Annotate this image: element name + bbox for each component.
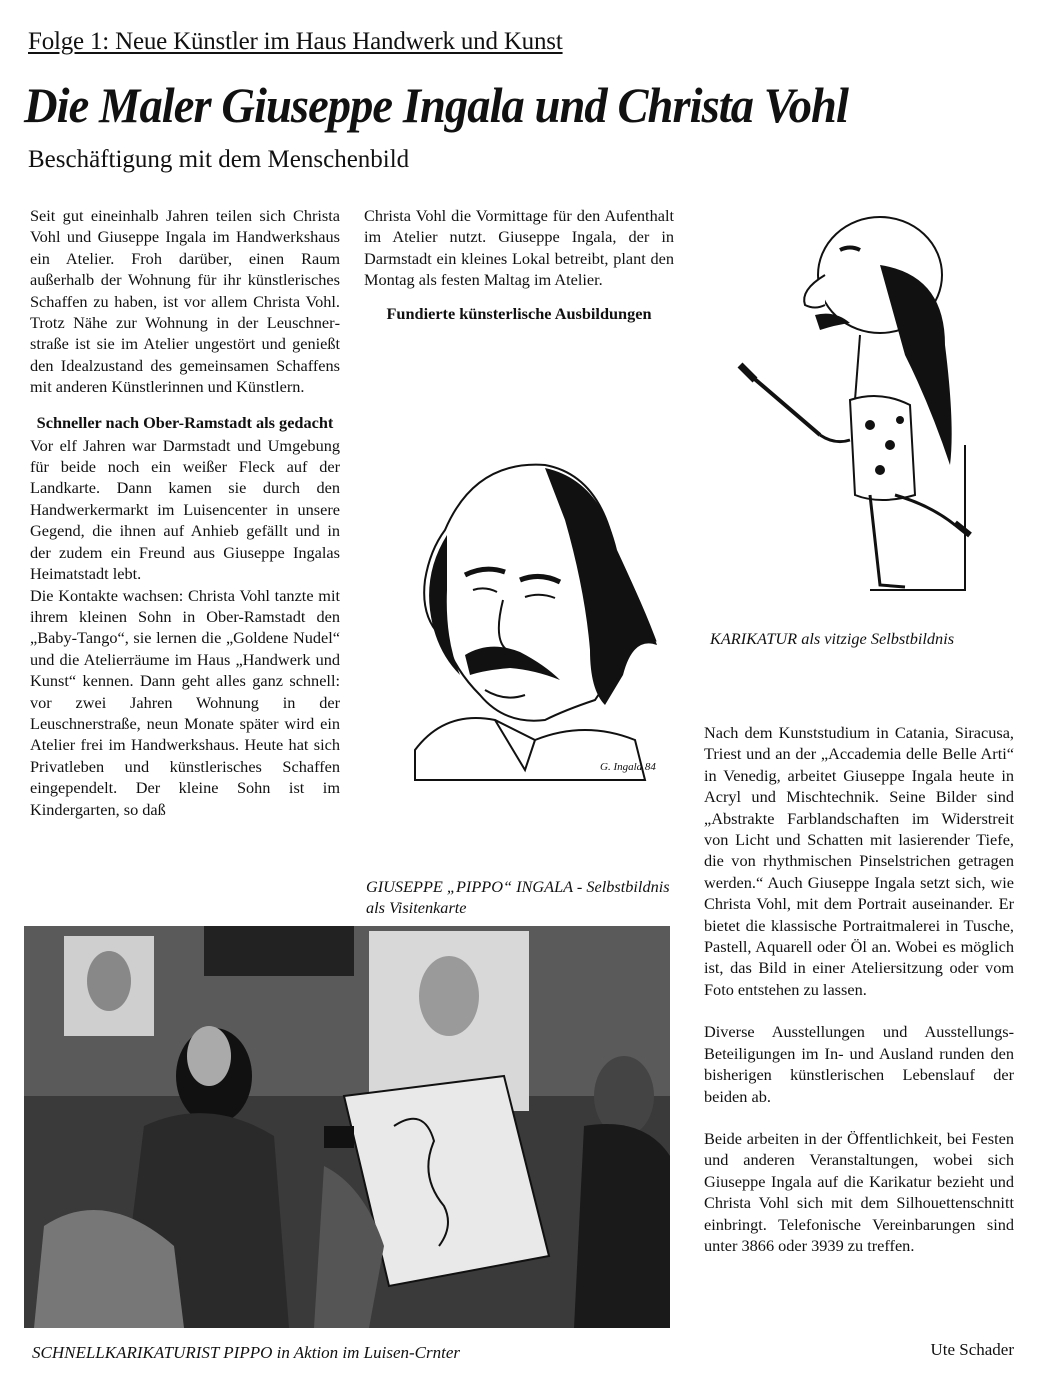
photo-caption: SCHNELLKARIKATURIST PIPPO in Aktion im Luisen-Crnter [32, 1343, 461, 1362]
section-heading-ausbildungen: Fundierte künsterlische Ausbildungen [386, 303, 652, 323]
column-2 [364, 205, 674, 326]
event-photo [24, 926, 670, 1328]
body-paragraph: Die Kontakte wachsen: Christa Vohl tanzte mit ihrem kleinen Sohn in Ober-Ramstadt den „Baby-Tango“, sie lernen die „Goldene Nudel“ und die Atelierräume im Haus „Handwerk und Kunst“ kennen. Dann geht alles ganz schnell: vor zwei Jahren Wohnung in der Leuschnerstraße, neun Monate später wird ein Atelier frei im Handwerkshaus. Heute hat sich Privatleben und künstlerisches Schaffen eingependelt. Der kleine Sohn ist im Kindergarten, so daß [30, 585, 340, 819]
article-subheadline: Beschäftigung mit dem Menschenbild [28, 146, 410, 173]
photo-karikaturist-in-action [24, 926, 670, 1328]
series-kicker: Folge 1: Neue Künstler im Haus Handwerk und Kunst [28, 28, 563, 55]
body-paragraph: Nach dem Kunststudium in Catania, Siracusa, Triest und an der „Accademia delle Belle Arti“ in Venedig, arbeitet Giuseppe Ingala heute in Acryl und Mischtechnik. Seine Bilder sind „Abstrakte Farblandschaften im Widerstreit von Licht und Schatten mit lasierender Tiefe, die von rhythmischen Pinselstrichen getragen werden.“ Auch Giuseppe Ingala setzt sich, wie Christa Vohl, mit dem Portrait auseinander. Er bietet die klassische Portraitmalerei in Tusche, Pastell, Aquarell oder Öl an. Wobei es möglich ist, das Bild in einer Ateliersitzung oder vom Foto entstehen zu lassen. [704, 723, 1014, 999]
column-3 [704, 722, 1014, 1256]
column-1 [30, 205, 340, 820]
caricature-drawing [730, 205, 980, 600]
artist-signature: G. Ingala 84 [600, 761, 656, 773]
caricature-illustration [730, 205, 980, 600]
self-portrait-illustration [385, 440, 680, 790]
section-heading-ober-ramstadt: Schneller nach Ober-Ramstadt als gedacht [36, 412, 334, 432]
body-paragraph: Beide arbeiten in der Öffentlichkeit, bei Festen und anderen Veranstaltungen, wobei sich Giuseppe Ingala auf die Karikatur bezieht und Christa Vohl sich mit dem Silhouettenschnitt einbringt. Telefonische Vereinbarungen sind unter 3866 oder 3939 zu treffen. [704, 1128, 1014, 1255]
portrait-drawing [385, 440, 680, 790]
body-paragraph: Diverse Ausstellungen und Ausstellungs-Beteiligungen im In- und Ausland runden den bisherigen künstlerischen Lebenslauf der beiden ab. [704, 1022, 1014, 1106]
caricature-caption: KARIKATUR als vitzige Selbstbildnis [710, 629, 955, 648]
article-headline: Die Maler Giuseppe Ingala und Christa Vohl [24, 77, 848, 133]
portrait-caption: GIUSEPPE „PIPPO“ INGALA - Selbstbildnis als Visitenkarte [366, 877, 670, 917]
body-paragraph: Christa Vohl die Vormittage für den Aufenthalt im Atelier nutzt. Giuseppe Ingala, der in Darmstadt ein kleines Lokal betreibt, plant den Montag als festen Maltag im Atelier. [364, 206, 674, 290]
intro-paragraph: Seit gut eineinhalb Jahren teilen sich Christa Vohl und Giuseppe Ingala im Handwerkshaus ein Atelier. Froh darüber, einen Raum außerhalb der Wohnung für ihr künstlerisches Schaffen zu haben, ist vor allem Christa Vohl. Trotz Nähe zur Wohnung in der Leuschnerstraße ist sie im Atelier ungestört und genießt den Idealzustand des gemeinsamen Schaffens mit anderen Künstlerinnen und Künstlern. [30, 206, 340, 397]
author-byline: Ute Schader [930, 1340, 1014, 1359]
body-paragraph: Vor elf Jahren war Darmstadt und Umgebung für beide noch ein weißer Fleck auf der Landkarte. Dann kamen sie durch den Handwerkermarkt im Luisencenter in unsere Gegend, die ihnen auf Anhieb gefällt und in der zudem ein Freund aus Giuseppe Ingalas Heimatstadt lebt. [30, 435, 340, 584]
